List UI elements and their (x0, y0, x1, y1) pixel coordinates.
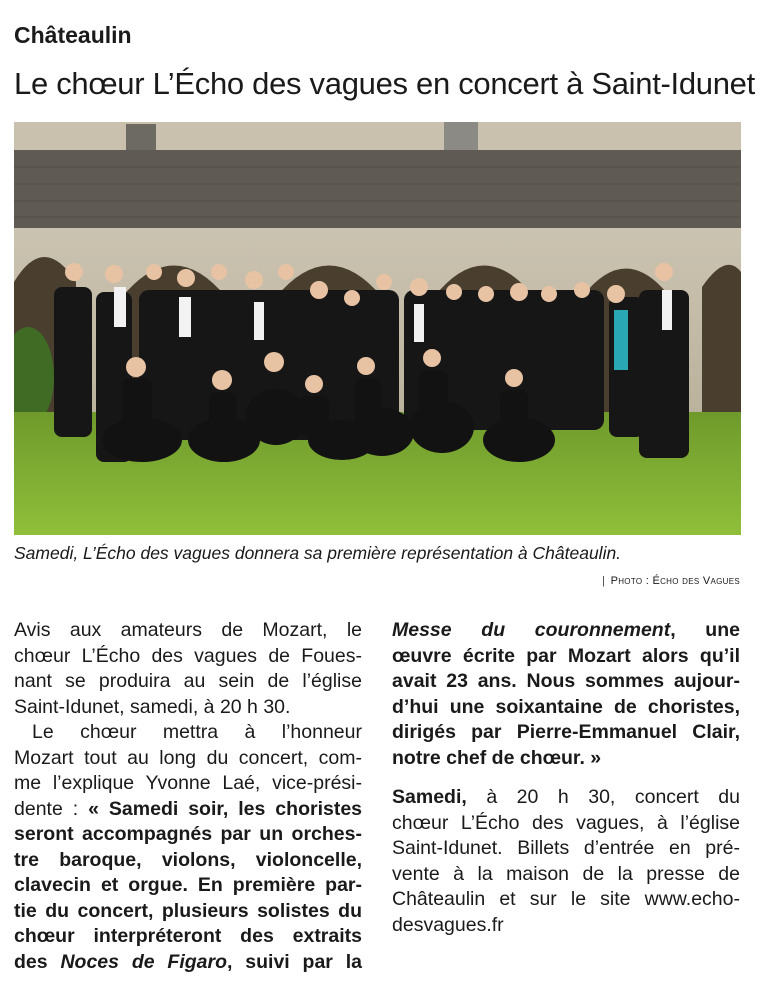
article-column-2 (392, 618, 740, 938)
quote-line: dirigés par Pierre-Emmanuel Clair, (392, 721, 740, 743)
article-headline: Le chœur L’Écho des vagues en concert à Saint-Idunet (14, 66, 755, 101)
body-text: à 20 h 30, concert du (486, 786, 740, 808)
quote-line: d’hui une soixantaine de choristes, (392, 695, 740, 718)
credit-name: Écho des Vagues (652, 575, 740, 587)
quote-line: chœur interpréteront des extraits (14, 925, 362, 947)
article-photo (14, 122, 741, 535)
body-line: Le chœur mettra à l’honneur (32, 721, 362, 743)
quote-line: seront accompagnés par un orches- (14, 823, 362, 845)
quote-line (14, 950, 362, 976)
info-lead: Samedi, (392, 786, 467, 808)
body-line: Mozart tout au long du concert, com- (14, 746, 362, 769)
body-line: chœur L’Écho des vagues, à l’église (392, 811, 740, 834)
body-line: me l’explique Yvonne Laé, vice-prési- (14, 772, 362, 794)
quote-line: œuvre écrite par Mozart alors qu’il (392, 644, 740, 667)
body-line: Châteaulin et sur le site www.echo- (392, 888, 740, 910)
quote-text: « Samedi soir, les choristes (88, 797, 363, 820)
body-line (392, 785, 740, 811)
quote-line: notre chef de chœur. » (392, 746, 602, 769)
body-line: Saint-Idunet. Billets d’entrée en pré- (392, 837, 740, 859)
body-text: dente : (14, 797, 79, 820)
body-line: chœur L’Écho des vagues de Foues- (14, 644, 362, 667)
quote-text: , suivi par la (227, 950, 362, 973)
body-line: desvagues.fr (392, 913, 504, 936)
quote-text: des (14, 950, 48, 973)
body-line: nant se produira au sein de l’église (14, 670, 362, 692)
credit-prefix: Photo : (610, 575, 650, 587)
quote-line: tre baroque, violons, violoncelle, (14, 848, 362, 871)
quote-line (392, 618, 740, 644)
photo-caption: Samedi, L’Écho des vagues donnera sa première représentation à Châteaulin. (14, 543, 622, 563)
quote-line: tie du concert, plusieurs solistes du (14, 899, 362, 922)
quote-text: , une (670, 619, 740, 641)
photo-credit (602, 575, 740, 587)
body-line: vente à la maison de la presse de (392, 862, 740, 885)
section-kicker: Châteaulin (14, 22, 132, 48)
body-line (14, 797, 362, 823)
body-line: Saint-Idunet, samedi, à 20 h 30. (14, 695, 291, 718)
credit-separator: | (602, 575, 606, 587)
article-column-1 (14, 618, 362, 975)
body-line: Avis aux amateurs de Mozart, le (14, 619, 362, 641)
quote-line: avait 23 ans. Nous sommes aujour- (392, 670, 740, 692)
work-title: Noces de Figaro (60, 950, 228, 973)
quote-line: clavecin et orgue. En première par- (14, 874, 362, 896)
paragraph-gap (392, 771, 740, 785)
work-title: Messe du couronnement (392, 619, 671, 641)
choir-group-photo (14, 122, 741, 535)
